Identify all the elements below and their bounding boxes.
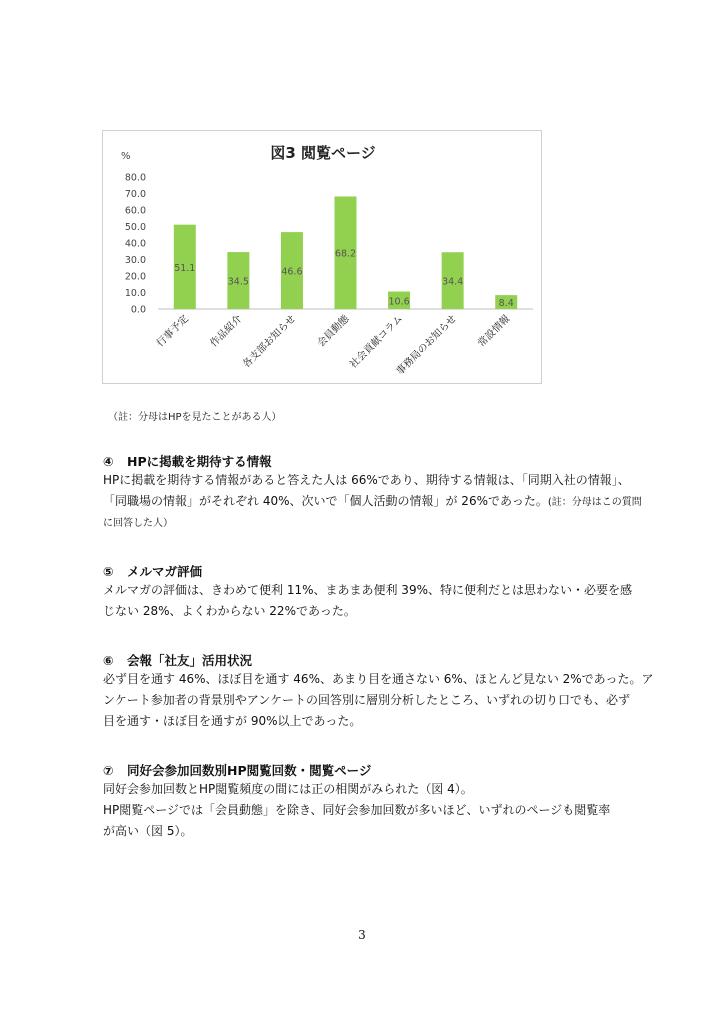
chart-figure-3 bbox=[102, 130, 542, 384]
data-label: 68.2 bbox=[334, 248, 357, 260]
section-title: 同好会参加回数別HP閲覧回数・閲覧ページ bbox=[127, 763, 372, 778]
body-line: メルマガの評価は、きわめて便利 11%、まあまあ便利 39%、特に便利だとは思わない・必要を感 bbox=[103, 583, 632, 597]
chart-title: 図3 閲覧ページ bbox=[270, 144, 376, 162]
section-number: ⑦ bbox=[103, 763, 114, 778]
section-number: ⑤ bbox=[103, 564, 114, 579]
x-tick-label: 社会貢献コラム bbox=[347, 313, 406, 371]
section-body-6 bbox=[103, 669, 654, 732]
body-line: 必ず目を通す 46%、ほぼ目を通す 46%、あまり目を通さない 6%、ほとんど見ない 2%であった。ア bbox=[103, 672, 654, 686]
footnote-text: に回答した人） bbox=[103, 518, 173, 529]
section-number: ⑥ bbox=[103, 653, 114, 668]
x-tick-label: 行事予定 bbox=[154, 313, 191, 350]
data-label: 10.6 bbox=[388, 296, 410, 308]
data-label: 51.1 bbox=[174, 262, 196, 274]
y-tick-label: 0.0 bbox=[130, 304, 146, 316]
section-heading-5 bbox=[103, 562, 202, 580]
data-label: 34.5 bbox=[227, 276, 249, 288]
y-tick-label: 20.0 bbox=[124, 271, 146, 283]
data-label: 8.4 bbox=[498, 298, 514, 310]
data-label: 34.4 bbox=[442, 276, 464, 288]
section-title: メルマガ評価 bbox=[127, 564, 203, 579]
y-tick-label: 80.0 bbox=[124, 172, 146, 184]
section-body-4 bbox=[103, 470, 642, 534]
body-line: が高い（図 5）。 bbox=[103, 824, 193, 838]
section-heading-7 bbox=[103, 761, 371, 779]
x-tick-label: 各支部お知らせ bbox=[240, 313, 299, 371]
body-text: 「同職場の情報」がそれぞれ 40%、次いで「個人活動の情報」が 26%であった。 bbox=[103, 494, 548, 508]
footnote-text: (註：分母はこの質問 bbox=[547, 497, 642, 508]
x-tick-label: 事務局のお知らせ bbox=[394, 313, 459, 378]
section-number: ④ bbox=[103, 454, 114, 469]
body-line: HP閲覧ページでは「会員動態」を除き、同好会参加回数が多いほど、いずれのページも閲覧率 bbox=[103, 803, 611, 817]
x-tick-label: 会員動態 bbox=[315, 313, 352, 350]
page-number: 3 bbox=[358, 928, 366, 942]
section-title: 会報「社友」活用状況 bbox=[127, 653, 253, 668]
section-body-7 bbox=[103, 779, 633, 842]
y-tick-label: 40.0 bbox=[124, 238, 146, 250]
data-label: 46.6 bbox=[281, 266, 303, 278]
y-tick-label: 50.0 bbox=[124, 222, 146, 233]
section-heading-6 bbox=[103, 651, 252, 669]
y-axis-label: % bbox=[121, 151, 131, 162]
body-line: 目を通す・ほぼ目を通すが 90%以上であった。 bbox=[103, 714, 362, 728]
body-line: ンケート参加者の背景別やアンケートの回答別に層別分析したところ、いずれの切り口でも、必ず bbox=[103, 693, 631, 707]
x-tick-label: 作品紹介 bbox=[208, 313, 245, 350]
y-tick-label: 10.0 bbox=[124, 288, 146, 299]
section-title: HPに掲載を期待する情報 bbox=[127, 454, 272, 469]
body-line: HPに掲載を期待する情報があると答えた人は 66%であり、期待する情報は、「同期入社の情報」、 bbox=[103, 473, 630, 487]
y-tick-label: 60.0 bbox=[124, 205, 146, 217]
x-tick-label: 常設情報 bbox=[476, 313, 513, 350]
body-line bbox=[103, 491, 642, 513]
body-line: 同好会参加回数とHP閲覧頻度の間には正の相関がみられた（図 4）。 bbox=[103, 782, 473, 796]
y-tick-label: 30.0 bbox=[124, 255, 146, 266]
bar-chart bbox=[103, 131, 543, 385]
body-line: じない 28%、よくわからない 22%であった。 bbox=[103, 604, 356, 618]
y-tick-label: 70.0 bbox=[124, 189, 146, 200]
section-heading-4 bbox=[103, 452, 272, 470]
section-body-5 bbox=[103, 580, 633, 622]
chart-note: （註：分母はHPを見たことがある人） bbox=[108, 412, 282, 423]
